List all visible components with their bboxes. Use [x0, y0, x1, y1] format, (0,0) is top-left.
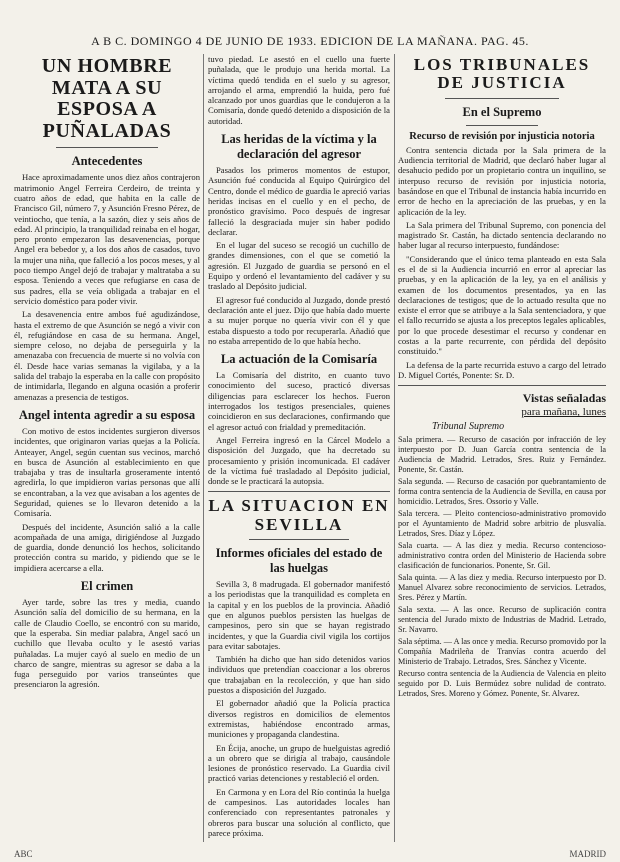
page-header: A B C. DOMINGO 4 DE JUNIO DE 1933. EDICION DE LA MAÑANA. PAG. 45. — [91, 34, 529, 48]
divider — [208, 491, 390, 492]
section-title-crimen: El crimen — [80, 579, 134, 594]
column-1 — [14, 54, 200, 842]
headline-tribunales: LOS TRIBUNALES DE JUSTICIA — [413, 55, 591, 93]
hearing-entry: Sala primera. — Recurso de casación por infracción de ley interpuesto por D. Juan García contra sentencia de la Audiencia de Madrid. Letrados, Sres. Ruiz y Fernández. Ponente, Sr. Castán. — [398, 435, 606, 475]
hearing-entry: Sala cuarta. — A las diez y media. Recurso contencioso-administrativo contra orden del Ministerio de Hacienda sobre clasificación de funcionarios. Ponente, Sr. Gil. — [398, 541, 606, 571]
section-title-supremo: En el Supremo — [462, 104, 542, 119]
hearing-entry: Recurso contra sentencia de la Audiencia de Valencia en pleito seguido por D. Luis Bermúdez sobre nulidad de contrato. Letrados, Sres. Moreno y Gómez. Ponente, Sr. Alvarez. — [398, 669, 606, 699]
article-paragraph: "Considerando que el único tema planteado en esta Sala es el de si la Audiencia incurrió en error al apreciar las pruebas, y en la aplicación de la ley, ya en el análisis y examen de los documentos presentados, ya en las declaraciones de testigos; que de lo actuado resulta que no existe el error que se atribuye a la Sala sentenciadora, y que el fallo recurrido se ajusta a los preceptos legales aplicables, por lo que procede desestimar el recurso y condenar en costas a la parte recurrente, con pérdida del depósito constituido." — [398, 253, 606, 357]
divider — [56, 147, 158, 148]
section-subtitle-vistas: para mañana, lunes — [521, 406, 606, 419]
article-paragraph: Contra sentencia dictada por la Sala primera de la Audiencia territorial de Madrid, que declaró haber lugar al desahucio pedido por un propietario contra un inquilino, se interpuso recurso de revisión por injusticia notoria, basándose en que el Tribunal de instancia había incurrido en error de hecho en la apreciación de las pruebas, y en la aplicación de la ley. — [398, 144, 606, 217]
divider — [398, 385, 606, 386]
article-paragraph: Después del incidente, Asunción salió a la calle acompañada de una amiga, dirigiéndose al Juzgado de guardia, donde denunció los hechos, solicitando protección contra su marido, y pidiendo que se le impidiera acercarse a ella. — [14, 521, 200, 573]
hearing-entry: Sala tercera. — Pleito contencioso-administrativo promovido por el Ayuntamiento de Madrid sobre arbitrio de plusvalía. Letrados, Sres. Díaz y López. — [398, 509, 606, 539]
section-title-recurso: Recurso de revisión por injusticia notoria — [409, 130, 595, 142]
divider — [445, 98, 559, 99]
article-paragraph: La desavenencia entre ambos fué agudizándose, hasta el extremo de que Asunción se negó a vivir con él, refugiándose en casa de su hermana. Angel, siempre celoso, no dejaba de perseguirla y la amenazaba con frecuencia de muerte si no volvía con él. Desde hace varias semanas la vigilaba, y a la salida del trabajo la esperaba en la calle con propósito de intimidarla, llegando en alguna ocasión a proferir amenazas a presencia de testigos. — [14, 309, 200, 402]
footer-mark-right: MADRID — [569, 849, 606, 859]
divider — [466, 125, 539, 126]
hearing-entry: Sala segunda. — Recurso de casación por quebrantamiento de forma contra sentencia de la Audiencia de Sevilla, en causa por homicidio. Letrados, Sres. Ossorio y Valle. — [398, 477, 606, 507]
article-paragraph: Sevilla 3, 8 madrugada. El gobernador manifestó a los periodistas que la tranquilidad es completa en la capital y en los pueblos de la provincia. Añadió que en algunos pueblos persisten las huelgas de campesinos, pero sin que se hayan registrado incidentes, y que la Guardia civil vigila los cortijos para evitar sabotajes. — [208, 579, 390, 651]
article-paragraph: También ha dicho que han sido detenidos varios individuos que pretendían coaccionar a los obreros que trabajaban en la recolección, y que han sido puestos a disposición del Juzgado. — [208, 654, 390, 696]
article-paragraph: La Sala primera del Tribunal Supremo, con ponencia del magistrado Sr. Castán, ha dictado sentencia declarando no haber lugar al recurso interpuesto, fundándose: — [398, 219, 606, 251]
article-paragraph: En el lugar del suceso se recogió un cuchillo de grandes dimensiones, con el que se cometió la agresión. El Juzgado de guardia se personó en el Equipo y ordenó el levantamiento del cadáver y su traslado al Depósito judicial. — [208, 240, 390, 292]
article-paragraph: En Écija, anoche, un grupo de huelguistas agredió a un obrero que se dirigía al trabajo, causándole lesiones de pronóstico reservado. La Guardia civil practicó varias detenciones y restableció el orden. — [208, 742, 390, 784]
article-paragraph: Pasados los primeros momentos de estupor, Asunción fué conducida al Equipo Quirúrgico del Centro, donde el médico de guardia le apreció varias heridas incisas en el cuello y en el pecho, de pronóstico gravísimo. Poco después de ingresar falleció la desgraciada mujer sin haber podido declarar. — [208, 165, 390, 237]
hearing-entry: Sala sexta. — A las once. Recurso de suplicación contra sentencia del Jurado mixto de Industrias de Madrid. Letrado, Sr. Navarro. — [398, 605, 606, 635]
page-footer — [14, 849, 606, 859]
article-paragraph: En Carmona y en Lora del Río continúa la huelga de campesinos. Las autoridades locales han conferenciado con representantes patronales y obreros para buscar una solución al conflicto, que parece próxima. — [208, 786, 390, 838]
section-title-informes: Informes oficiales del estado de las huelgas — [215, 546, 383, 576]
hearing-entry: Sala quinta. — A las diez y media. Recurso interpuesto por D. Manuel Alvarez sobre reconocimiento de servicios. Letrados, Sres. Pérez y Martín. — [398, 573, 606, 603]
divider — [249, 539, 349, 540]
column-2 — [208, 54, 390, 842]
article-paragraph: Angel Ferreira ingresó en la Cárcel Modelo a disposición del Juzgado, que ha decretado su procesamiento y prisión incomunicada. El cadáver de la víctima fué trasladado al Depósito judicial, donde se le practicará la autopsia. — [208, 434, 390, 487]
section-title-intento: Angel intenta agredir a su esposa — [18, 407, 196, 422]
article-paragraph: tuvo piedad. Le asestó en el cuello una fuerte puñalada, que le produjo una herida mortal. La víctima quedó tendida en el suelo y su agresor, arrojando el arma, emprendió la huida, pero fué alcanzado por unos guardias que le condujeron a la Comisaría, donde quedó detenido a disposición de la autoridad. — [208, 54, 390, 126]
section-title-comisaria: La actuación de la Comisaría — [220, 352, 378, 367]
footer-mark-left: ABC — [14, 849, 33, 859]
section-title-antecedentes: Antecedentes — [71, 154, 143, 169]
headline-sevilla: LA SITUACION EN SEVILLA — [208, 496, 390, 534]
section-title-vistas: Vistas señaladas — [522, 391, 606, 406]
article-paragraph: Ayer tarde, sobre las tres y media, cuando Asunción salía del domicilio de su hermana, en la calle de Claudio Coello, se encontró con su marido, que la esperaba. Sin mediar palabra, Angel sacó un cuchillo que llevaba oculto y le asestó varias puñaladas. La mujer cayó al suelo en medio de un charco de sangre, mientras su agresor se daba a la fuga perseguido por varios transeúntes que presenciaron la agresión. — [14, 597, 200, 690]
section-title-tribunal-supremo: Tribunal Supremo — [432, 421, 505, 433]
article-paragraph: Hace aproximadamente unos diez años contrajeron matrimonio Angel Ferreira Cerdeiro, de treinta y cuatro años de edad, que habita en la calle de Francisco Gil, número 7, y Asunción Fresno Pérez, de veintiocho, que tenía, a la sazón, diez y seis años de edad. Al principio, la tranquilidad reinaba en el hogar, pero pronto empezaron las desavenencias, porque Angel era bebedor y, a los dos años de casados, tuvo la mujer una niña, que falleció a los pocos meses, y al poco tiempo Angel dejó de trabajar y maltrataba a su esposa. Teniendo a veces que refugiarse en casa de sus padres, ella se veía obligada a trabajar en el servicio doméstico para poder vivir. — [14, 172, 200, 306]
article-paragraph: Con motivo de estos incidentes surgieron diversos incidentes, que originaron varias quejas a la Policía. Anteayer, Angel, según cuentan sus vecinos, marchó en busca de Asunción al establecimiento en que trabajaba y tras de insultarla groseramente intentó agredirla, lo que impidieron varias personas que allí se encontraban, a la vez que avisaban a los agentes de Seguridad, quienes se lo llevaron detenido a la Comisaría. — [14, 425, 200, 519]
section-title-heridas: Las heridas de la víctima y la declaración del agresor — [221, 132, 377, 162]
article-paragraph: La Comisaría del distrito, en cuanto tuvo conocimiento del suceso, practicó diversas diligencias para esclarecer los hechos. Fueron interrogados los testigos presenciales, quienes coincidieron en sus declaraciones, confirmando que el agresor actuó con frialdad y premeditación. — [208, 370, 390, 432]
headline-homicide: UN HOMBRE MATA A SU ESPOSA A PUÑALADAS — [41, 55, 173, 142]
article-paragraph: El agresor fué conducido al Juzgado, donde prestó declaración ante el juez. Dijo que había dado muerte a su mujer porque no quería vivir con él y que estaba dispuesto a todo por recuperarla. Añadió que no estaba arrepentido de lo que había hecho. — [208, 294, 390, 346]
article-paragraph: El gobernador añadió que la Policía practica diversos registros en domicilios de elementos extremistas, habiéndose encontrado armas, municiones y propaganda clandestina. — [208, 698, 390, 740]
article-paragraph: La defensa de la parte recurrida estuvo a cargo del letrado D. Miguel Cortés, Ponente: Sr. D. — [398, 359, 606, 380]
hearing-entry: Sala séptima. — A las once y media. Recurso promovido por la Compañía Madrileña de Tranvías contra acuerdo del Ministerio de Trabajo. Letrados, Sres. Sánchez y Vicente. — [398, 637, 606, 667]
column-3 — [398, 54, 606, 842]
column-rule — [203, 54, 204, 842]
column-rule — [394, 54, 395, 842]
